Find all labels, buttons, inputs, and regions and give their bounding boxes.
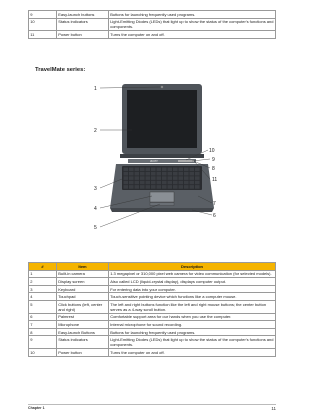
key (162, 181, 167, 185)
key (195, 176, 200, 180)
main-table-body (29, 270, 276, 356)
key (184, 185, 189, 189)
click-buttons (150, 203, 174, 206)
key (146, 176, 151, 180)
cell-item: Power button (57, 348, 109, 356)
key (140, 176, 145, 180)
key (124, 168, 129, 172)
key (157, 181, 162, 185)
header-num: # (29, 263, 57, 271)
key (157, 176, 162, 180)
cell-item: Palmrest (57, 313, 109, 321)
top-components-table (28, 10, 276, 39)
section-title: TravelMate series: (35, 67, 86, 73)
key (179, 185, 184, 189)
cell-desc: Comfortable support area for our hands when you use the computer. (109, 313, 276, 321)
table-header-row (29, 263, 276, 271)
key (173, 168, 178, 172)
cell-desc: Internal microphone for sound recording. (109, 321, 276, 329)
key (184, 172, 189, 176)
cell-item: Touchpad (57, 293, 109, 301)
key (135, 181, 140, 185)
key (195, 168, 200, 172)
key (157, 172, 162, 176)
key (190, 172, 195, 176)
key (184, 168, 189, 172)
key (168, 176, 173, 180)
table-row (29, 328, 276, 336)
key (151, 168, 156, 172)
key (157, 185, 162, 189)
cell-item: Easy-launch buttons (57, 11, 109, 19)
cell-item: Microphone (57, 321, 109, 329)
key (124, 181, 129, 185)
key (162, 185, 167, 189)
key (151, 181, 156, 185)
key (179, 172, 184, 176)
key (146, 181, 151, 185)
header-item: Item (57, 263, 109, 271)
key (184, 181, 189, 185)
cell-desc: Turns the computer on and off. (109, 31, 276, 39)
page-number: 11 (271, 406, 276, 411)
key (195, 181, 200, 185)
table-row (29, 348, 276, 356)
cell-num: 1 (29, 270, 57, 278)
cell-num: 4 (29, 293, 57, 301)
cell-num: 8 (29, 328, 57, 336)
cell-num: 5 (29, 300, 57, 313)
key (146, 168, 151, 172)
brand-mark: acer (150, 158, 158, 164)
svg-text:10: 10 (209, 148, 215, 154)
svg-text:2: 2 (94, 128, 97, 134)
camera-icon (161, 86, 163, 88)
key (173, 185, 178, 189)
key (195, 172, 200, 176)
cell-desc: Touch-sensitive pointing device which functions like a computer mouse. (109, 293, 276, 301)
cell-desc: For entering data into your computer. (109, 285, 276, 293)
key (135, 168, 140, 172)
key (140, 181, 145, 185)
cell-desc: 1.3 megapixel or 310,000 pixel web camera for video communication (for selected models). (109, 270, 276, 278)
key (162, 172, 167, 176)
key (173, 176, 178, 180)
table-row (29, 293, 276, 301)
svg-text:7: 7 (213, 201, 216, 207)
cell-num: 2 (29, 278, 57, 286)
svg-text:11: 11 (212, 177, 218, 183)
key (129, 181, 134, 185)
footer-rule (28, 404, 276, 405)
table-row (29, 285, 276, 293)
key (179, 181, 184, 185)
key (179, 168, 184, 172)
key (157, 168, 162, 172)
key (129, 176, 134, 180)
key (168, 185, 173, 189)
key (184, 176, 189, 180)
key (124, 185, 129, 189)
key (151, 176, 156, 180)
footer-chapter: Chapter 1 (28, 406, 45, 410)
key (173, 181, 178, 185)
cell-item: Status indicators (57, 18, 109, 31)
table-row (29, 18, 276, 31)
cell-num: 6 (29, 313, 57, 321)
table-row (29, 278, 276, 286)
cell-desc: Buttons for launching frequently used programs. (109, 328, 276, 336)
key (190, 168, 195, 172)
key (190, 185, 195, 189)
key (168, 181, 173, 185)
cell-item: Easy-launch Buttons (57, 328, 109, 336)
table-row (29, 31, 276, 39)
key (162, 168, 167, 172)
key (124, 176, 129, 180)
key (173, 172, 178, 176)
svg-text:4: 4 (94, 206, 97, 212)
table-row (29, 336, 276, 349)
table-row (29, 11, 276, 19)
top-table-body (29, 11, 276, 39)
key (146, 172, 151, 176)
key (195, 185, 200, 189)
cell-desc: Also called LCD (liquid-crystal display), displays computer output. (109, 278, 276, 286)
cell-num: 10 (29, 18, 57, 31)
svg-text:8: 8 (212, 166, 215, 172)
key (140, 172, 145, 176)
key (135, 172, 140, 176)
key (162, 176, 167, 180)
key (129, 185, 134, 189)
svg-text:9: 9 (212, 157, 215, 163)
cell-desc: Buttons for launching frequently used programs. (109, 11, 276, 19)
cell-item: Status indicators (57, 336, 109, 349)
touchpad (150, 192, 174, 202)
display-screen (127, 90, 197, 148)
cell-num: 10 (29, 348, 57, 356)
header-description: Description (109, 263, 276, 271)
cell-item: Built-in camera (57, 270, 109, 278)
cell-num: 3 (29, 285, 57, 293)
laptop-illustration (92, 82, 222, 240)
cell-num: 9 (29, 336, 57, 349)
key (190, 181, 195, 185)
cell-num: 7 (29, 321, 57, 329)
key (140, 185, 145, 189)
cell-num: 11 (29, 31, 57, 39)
table-row (29, 300, 276, 313)
cell-desc: Light-Emitting Diodes (LEDs) that light up to show the status of the computer's functions and components. (109, 18, 276, 31)
key (168, 172, 173, 176)
svg-text:1: 1 (94, 86, 97, 92)
cell-desc: Turns the computer on and off. (109, 348, 276, 356)
key (151, 185, 156, 189)
cell-num: 9 (29, 11, 57, 19)
components-table (28, 262, 276, 357)
cell-desc: Light-Emitting Diodes (LEDs) that light up to show the status of the computer's functions and components. (109, 336, 276, 349)
key (124, 172, 129, 176)
cell-item: Display screen (57, 278, 109, 286)
cell-item: Keyboard (57, 285, 109, 293)
key (129, 168, 134, 172)
cell-desc: The left and right buttons function like the left and right mouse buttons; the center button serves as a 4-way scroll button. (109, 300, 276, 313)
key (146, 185, 151, 189)
table-row (29, 321, 276, 329)
key (135, 185, 140, 189)
key (190, 176, 195, 180)
svg-text:3: 3 (94, 186, 97, 192)
status-indicators (178, 160, 194, 162)
cell-item: Click buttons (left, center and right) (57, 300, 109, 313)
key (135, 176, 140, 180)
key (129, 172, 134, 176)
svg-text:5: 5 (94, 225, 97, 231)
key (151, 172, 156, 176)
key (140, 168, 145, 172)
key (179, 176, 184, 180)
table-row (29, 270, 276, 278)
svg-text:6: 6 (213, 213, 216, 219)
key (168, 168, 173, 172)
cell-item: Power button (57, 31, 109, 39)
table-row (29, 313, 276, 321)
